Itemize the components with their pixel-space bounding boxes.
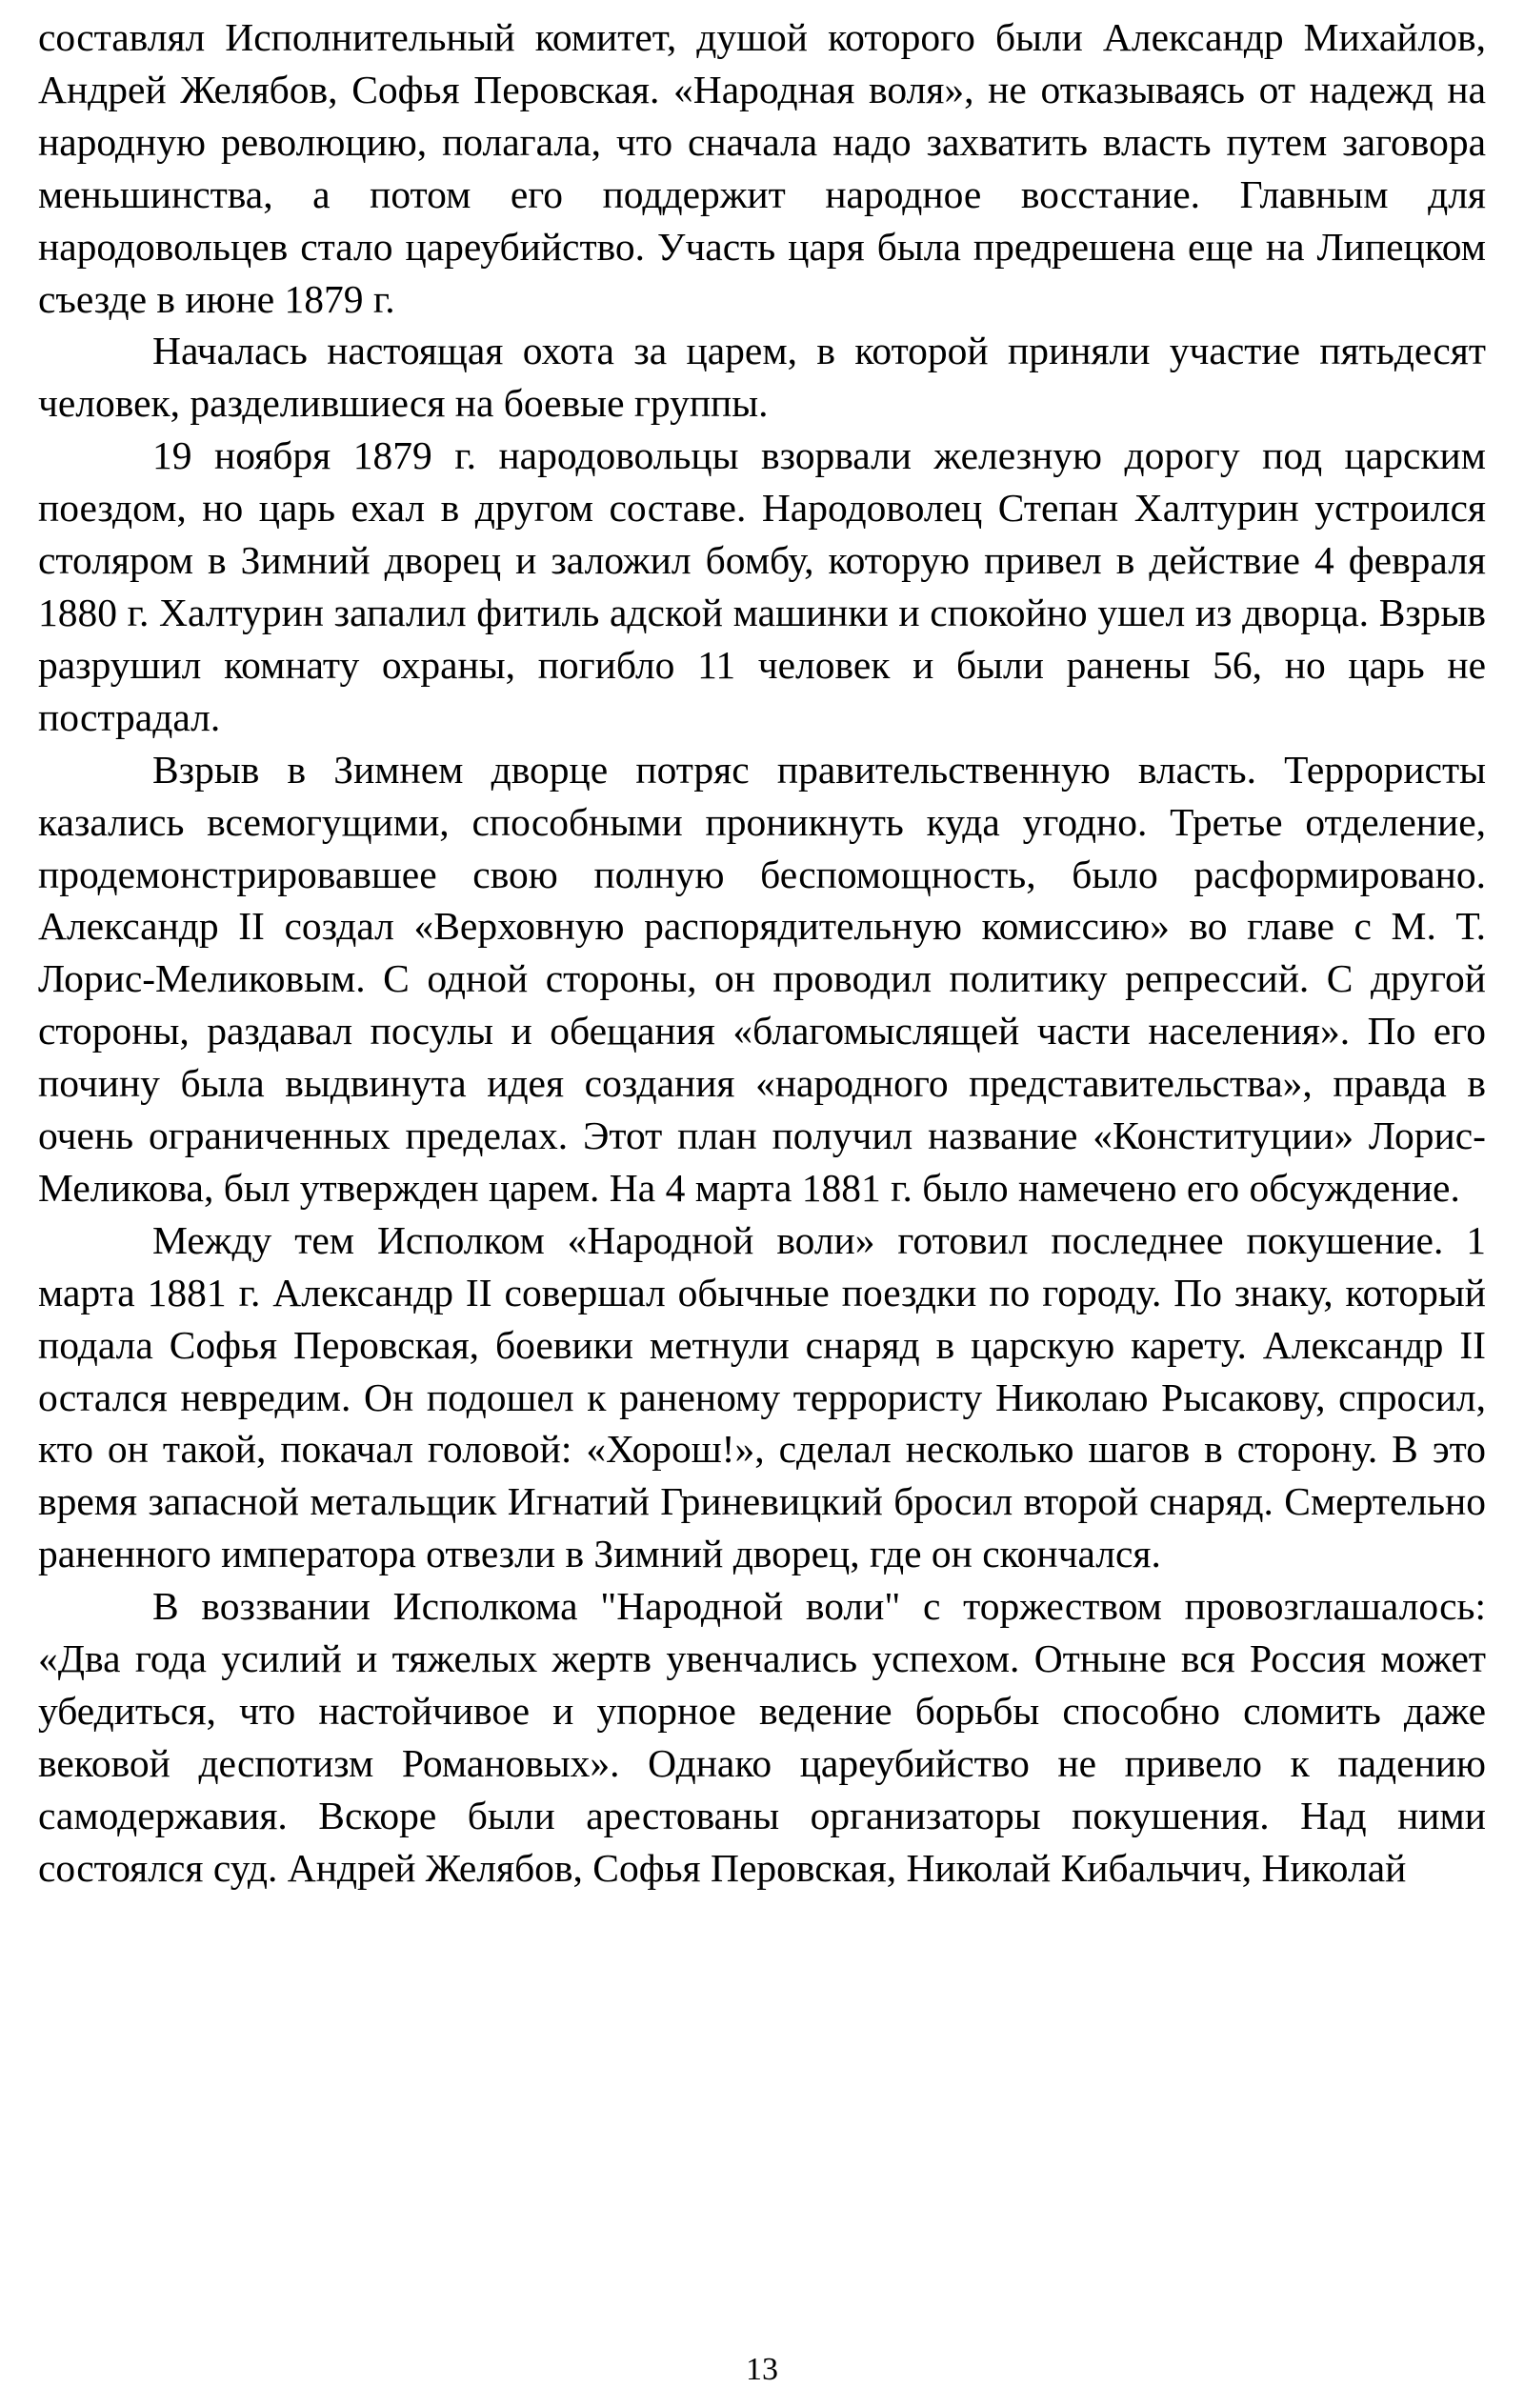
text-body	[38, 11, 1486, 1895]
paragraph: Началась настоящая охота за царем, в которой приняли участие пятьдесят человек, разделившиеся на боевые группы.	[38, 329, 1486, 426]
paragraph: 19 ноября 1879 г. народовольцы взорвали железную дорогу под царским поездом, но царь ехал в другом составе. Народоволец Степан Халтурин устроился столяром в Зимний дворец и заложил бомбу, которую привел в действие 4 февраля 1880 г. Халтурин запалил фитиль адской машинки и спокойно ушел из дворца. Взрыв разрушил комнату охраны, погибло 11 человек и были ранены 56, но царь не пострадал.	[38, 433, 1486, 739]
paragraph: В воззвании Исполкома "Народной воли" с торжеством провозглашалось: «Два года усилий и тяжелых жертв увенчались успехом. Отныне вся Россия может убедиться, что настойчивое и упорное ведение борьбы способно сломить даже вековой деспотизм Романовых». Однако цареубийство не привело к падению самодержавия. Вскоре были арестованы организаторы покушения. Над ними состоялся суд. Андрей Желябов, Софья Перовская, Николай Кибальчич, Николай	[38, 1584, 1486, 1890]
page-number: 13	[746, 2352, 778, 2387]
paragraph-continuation: составлял Исполнительный комитет, душой которого были Александр Михайлов, Андрей Желябов, Софья Перовская. «Народная воля», не отказываясь от надежд на народную революцию, полагала, что сначала надо захватить власть путем заговора меньшинства, а потом его поддержит народное восстание. Главным для народовольцев стало цареубийство. Участь царя была предрешена еще на Липецком съезде в июне 1879 г.	[38, 15, 1486, 321]
paragraph: Между тем Исполком «Народной воли» готовил последнее покушение. 1 марта 1881 г. Александр II совершал обычные поездки по городу. По знаку, который подала Софья Перовская, боевики метнули снаряд в царскую карету. Александр II остался невредим. Он подошел к раненому террористу Николаю Рысакову, спросил, кто он такой, покачал головой: «Хорош!», сделал несколько шагов в сторону. В это время запасной метальщик Игнатий Гриневицкий бросил второй снаряд. Смертельно раненного императора отвезли в Зимний дворец, где он скончался.	[38, 1217, 1486, 1576]
paragraph: Взрыв в Зимнем дворце потряс правительственную власть. Террористы казались всемогущими, способными проникнуть куда угодно. Третье отделение, продемонстрировавшее свою полную беспомощность, было расформировано. Александр II создал «Верховную распорядительную комиссию» во главе с М. Т. Лорис-Меликовым. С одной стороны, он проводил политику репрессий. С другой стороны, раздавал посулы и обещания «благомыслящей части населения». По его почину была выдвинута идея создания «народного представительства», правда в очень ограниченных пределах. Этот план получил название «Конституции» Лорис-Меликова, был утвержден царем. На 4 марта 1881 г. было намечено его обсуждение.	[38, 747, 1486, 1210]
